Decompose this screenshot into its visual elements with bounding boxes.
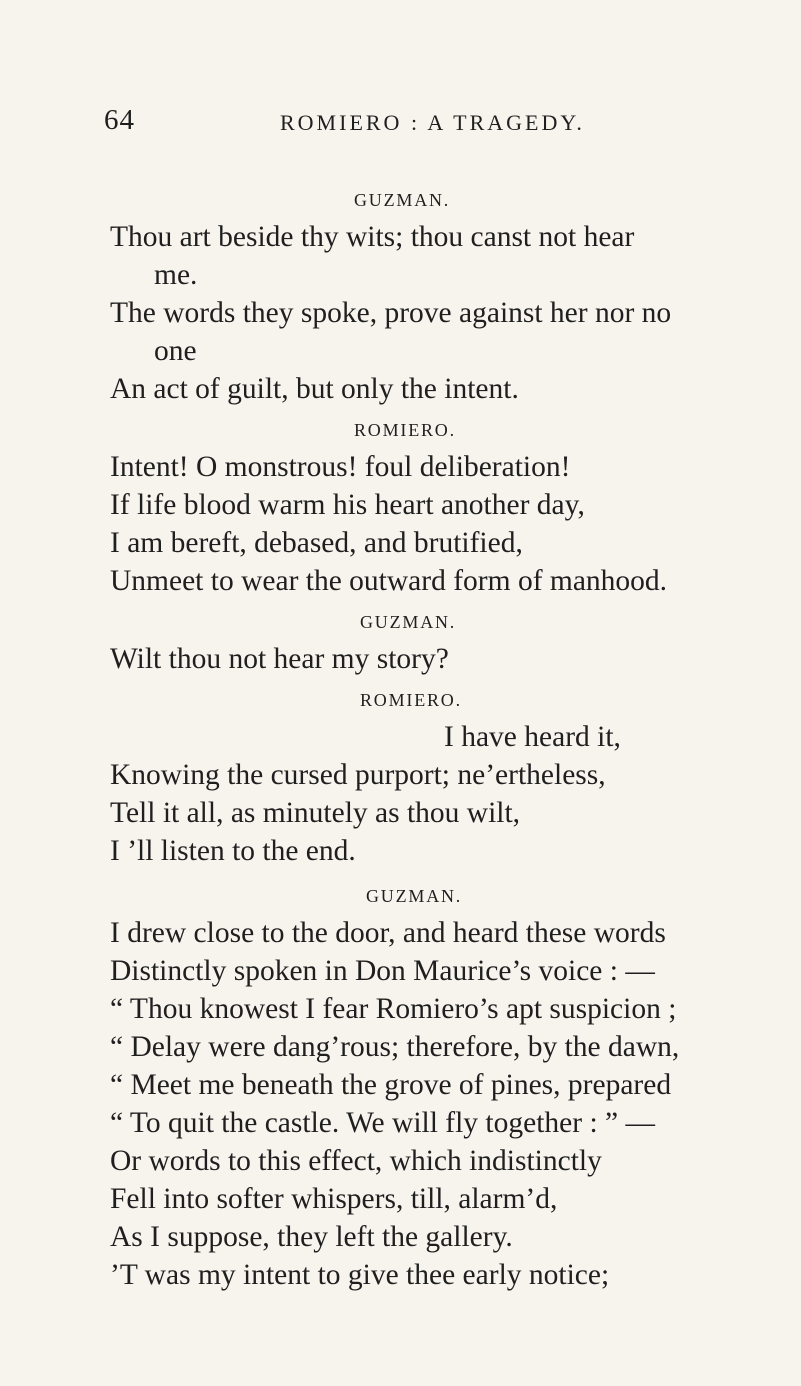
page-number: 64 — [104, 104, 135, 136]
verse-line: I ’ll listen to the end. — [110, 835, 356, 867]
verse-line: Unmeet to wear the outward form of manhood. — [110, 565, 668, 597]
running-head: ROMIERO : A TRAGEDY. — [280, 110, 585, 135]
speaker-name: ROMIERO. — [354, 420, 456, 440]
speaker-name: GUZMAN. — [360, 612, 457, 632]
verse-line: An act of guilt, but only the intent. — [110, 373, 519, 405]
verse-line: I have heard it, — [444, 721, 621, 753]
verse-line: “ Delay were dang’rous; therefore, by the dawn, — [110, 1031, 680, 1063]
speaker-name: ROMIERO. — [360, 690, 462, 710]
verse-line: Wilt thou not hear my story? — [110, 643, 449, 675]
speaker-name: GUZMAN. — [354, 190, 451, 210]
verse-line: Knowing the cursed purport; ne’ertheless, — [110, 759, 606, 791]
verse-line: If life blood warm his heart another day, — [110, 489, 585, 521]
verse-line: Intent! O monstrous! foul deliberation! — [110, 451, 571, 483]
verse-line: I drew close to the door, and heard these words — [110, 917, 666, 949]
verse-line: “ Meet me beneath the grove of pines, prepared — [110, 1069, 672, 1101]
verse-line: ’T was my intent to give thee early notice; — [110, 1259, 610, 1291]
verse-line: Or words to this effect, which indistinctly — [110, 1145, 602, 1177]
play-text — [110, 178, 750, 1294]
verse-line: one — [154, 335, 197, 367]
verse-line: Distinctly spoken in Don Maurice’s voice : — — [110, 955, 655, 987]
page-header — [104, 104, 744, 144]
verse-line: “ Thou knowest I fear Romiero’s apt suspicion ; — [110, 993, 677, 1025]
verse-line: The words they spoke, prove against her nor no — [110, 297, 672, 329]
speaker-name: GUZMAN. — [366, 886, 463, 906]
verse-line: Tell it all, as minutely as thou wilt, — [110, 797, 521, 829]
verse-line: me. — [154, 259, 198, 291]
verse-line: Fell into softer whispers, till, alarm’d, — [110, 1183, 558, 1215]
verse-line: “ To quit the castle. We will fly together : ” — — [110, 1107, 656, 1139]
verse-line: I am bereft, debased, and brutified, — [110, 527, 523, 559]
verse-line: Thou art beside thy wits; thou canst not hear — [110, 221, 635, 253]
verse-line: As I suppose, they left the gallery. — [110, 1221, 513, 1253]
